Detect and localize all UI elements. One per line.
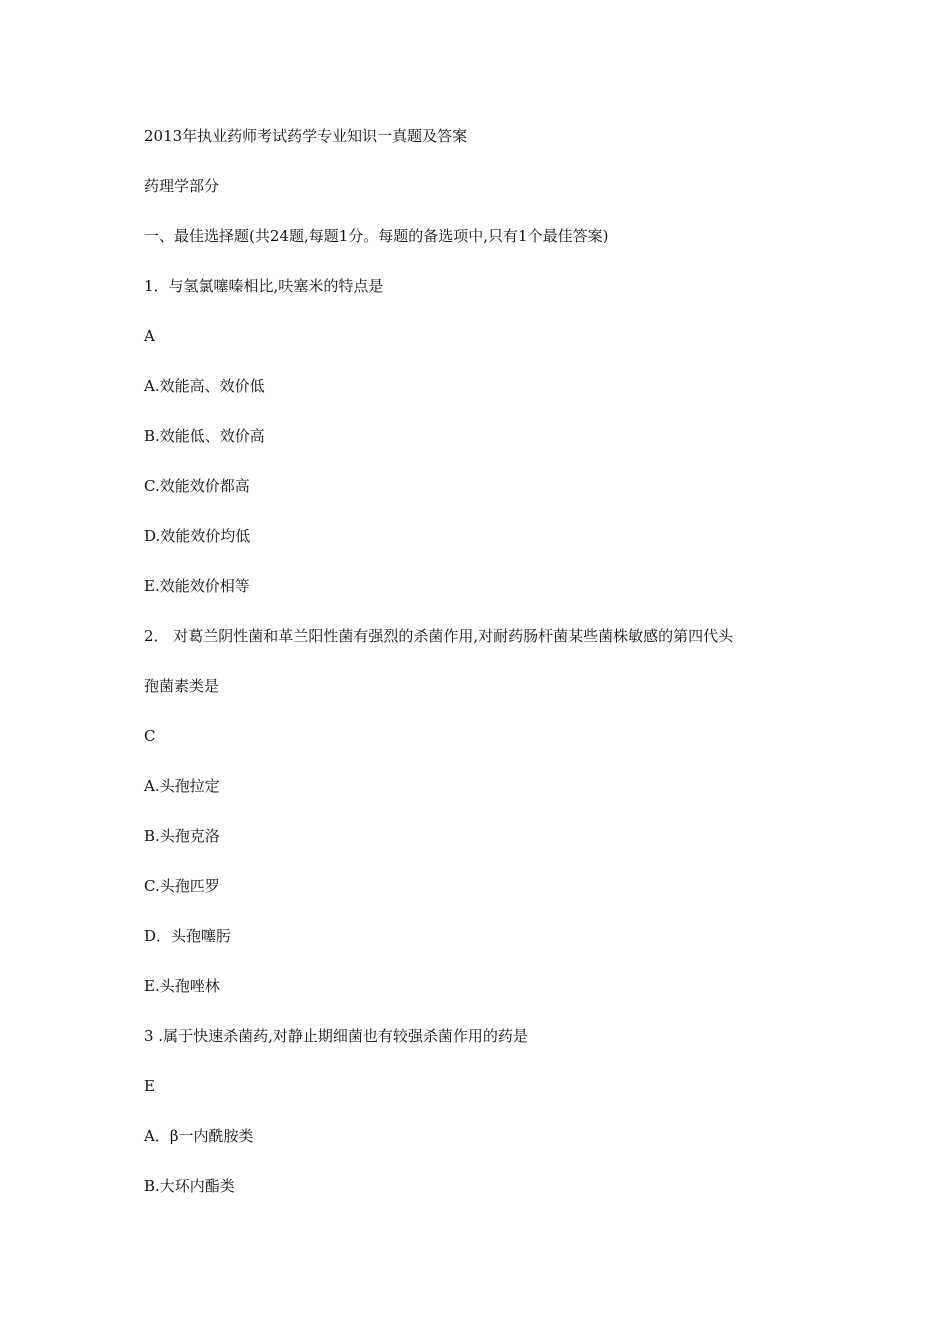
part-heading: 一、最佳选择题(共24题,每题1分。每题的备选项中,只有1个最佳答案)	[144, 227, 609, 245]
question-1-answer: A	[144, 327, 155, 345]
question-1-option-a: A.效能高、效价低	[144, 377, 265, 395]
question-2-option-a: A.头孢拉定	[144, 777, 220, 795]
question-2-option-e: E.头孢唑林	[144, 977, 220, 995]
section-heading: 药理学部分	[144, 177, 220, 195]
question-3-answer: E	[144, 1077, 155, 1095]
question-1-stem: 1．与氢氯噻嗪相比,呋塞米的特点是	[144, 277, 384, 295]
question-2-option-b: B.头孢克洛	[144, 827, 220, 845]
question-1-option-d: D.效能效价均低	[144, 527, 251, 545]
question-3-option-b: B.大环内酯类	[144, 1177, 235, 1195]
question-2-stem-line-2: 孢菌素类是	[144, 677, 220, 695]
question-2-stem-line-1: 2． 对葛兰阴性菌和革兰阳性菌有强烈的杀菌作用,对耐药肠杆菌某些菌株敏感的第四代头	[144, 627, 734, 645]
question-3-option-a: A．β一内酰胺类	[144, 1127, 254, 1145]
question-2-answer: C	[144, 727, 156, 745]
question-1-option-e: E.效能效价相等	[144, 577, 250, 595]
question-3-stem: 3 .属于快速杀菌药,对静止期细菌也有较强杀菌作用的药是	[144, 1027, 528, 1045]
question-2-option-c: C.头孢匹罗	[144, 877, 220, 895]
question-1-option-b: B.效能低、效价高	[144, 427, 265, 445]
question-1-option-c: C.效能效价都高	[144, 477, 250, 495]
document-title: 2013年执业药师考试药学专业知识一真题及答案	[144, 127, 468, 145]
question-2-option-d: D．头孢噻肟	[144, 927, 232, 945]
